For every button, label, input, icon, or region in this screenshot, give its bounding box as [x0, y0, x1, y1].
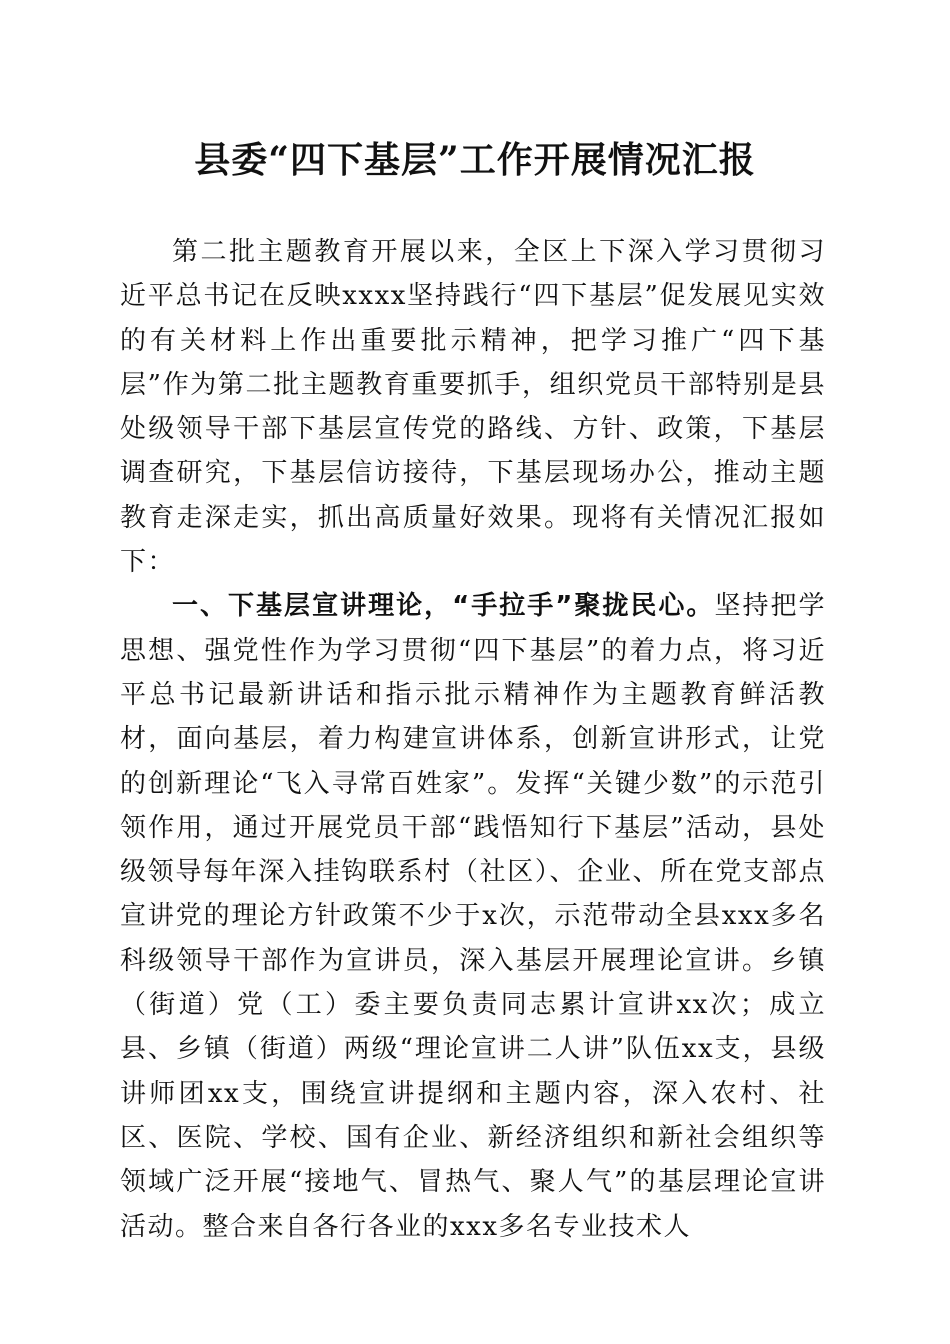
document-title: 县委“四下基层”工作开展情况汇报 [194, 139, 756, 181]
section-1-paragraph [120, 584, 826, 1248]
section-1-heading: 一、下基层宣讲理论，“手拉手”聚拢民心。 [172, 591, 715, 622]
section-1-body: 坚持把学思想、强党性作为学习贯彻“四下基层”的着力点，将习近平总书记最新讲话和指示批示精神作为主题教育鲜活教材，面向基层，着力构建宣讲体系，创新宣讲形式，让党的创新理论“飞入寻常百姓家”。发挥“关键少数”的示范引领作用，通过开展党员干部“践悟知行下基层”活动，县处级领导每年深入挂钩联系村（社区）、企业、所在党支部点宣讲党的理论方针政策不少于x次，示范带动全县xxx多名科级领导干部作为宣讲员，深入基层开展理论宣讲。乡镇（街道）党（工）委主要负责同志累计宣讲xx次；成立县、乡镇（街道）两级“理论宣讲二人讲”队伍xx支，县级讲师团xx支，围绕宣讲提纲和主题内容，深入农村、社区、医院、学校、国有企业、新经济组织和新社会组织等领域广泛开展“接地气、冒热气、聚人气”的基层理论宣讲活动。整合来自各行各业的xxx多名专业技术人 [120, 591, 826, 1242]
intro-paragraph: 第二批主题教育开展以来，全区上下深入学习贯彻习近平总书记在反映xxxx坚持践行“四下基层”促发展见实效的有关材料上作出重要批示精神，把学习推广“四下基层”作为第二批主题教育重要抓手，组织党员干部特别是县处级领导干部下基层宣传党的路线、方针、政策，下基层调查研究，下基层信访接待，下基层现场办公，推动主题教育走深走实，抓出高质量好效果。现将有关情况汇报如下： [120, 237, 826, 578]
document-body [120, 230, 826, 1249]
